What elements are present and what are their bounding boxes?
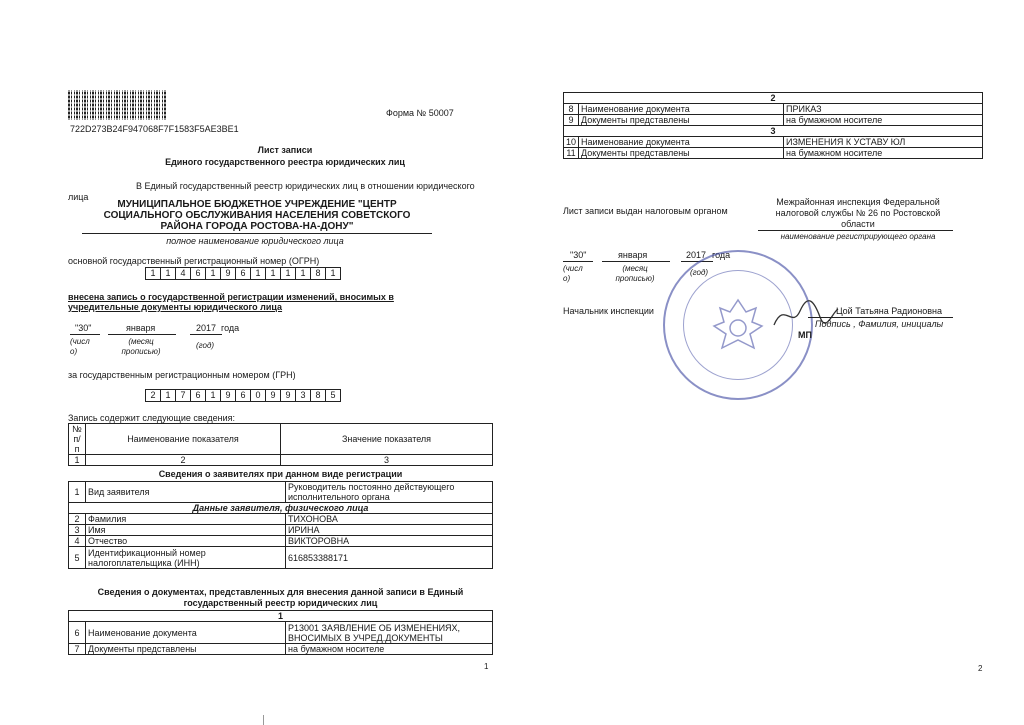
- docs-right-r11-num: 11: [564, 148, 579, 159]
- applicant-r1-num: 1: [69, 482, 86, 503]
- ogrn-digit: 6: [190, 267, 206, 280]
- grn-digit: 6: [190, 389, 206, 402]
- grn-digit: 0: [250, 389, 266, 402]
- docs-right-group3: 3: [564, 126, 983, 137]
- docs-left-r7-name: Документы представлены: [86, 644, 286, 655]
- date1-year-line: [190, 334, 222, 335]
- date2-cap-day: (числ о): [563, 264, 583, 283]
- ogrn-digit: 1: [205, 267, 221, 280]
- ogrn-digit: 1: [325, 267, 341, 280]
- main-table-r1: 1: [69, 455, 86, 466]
- docs-right-r8-num: 8: [564, 104, 579, 115]
- ogrn-digit: 1: [295, 267, 311, 280]
- grn-digit: 9: [265, 389, 281, 402]
- signer-name: Цой Татьяна Радионовна: [836, 306, 942, 316]
- intro-line2: лица: [68, 192, 89, 202]
- date1-day-line: [70, 334, 100, 335]
- grn-digit: 5: [325, 389, 341, 402]
- applicant-r4-value: ВИКТОРОВНА: [286, 536, 493, 547]
- grn-digit: 9: [220, 389, 236, 402]
- docs-left-r7-num: 7: [69, 644, 86, 655]
- entity-name: МУНИЦИПАЛЬНОЕ БЮДЖЕТНОЕ УЧРЕЖДЕНИЕ "ЦЕНТР СОЦИАЛЬНОГО ОБСЛУЖИВАНИЯ НАСЕЛЕНИЯ СОВЕТСКОГО РАЙОНА ГОРОДА РОСТОВА-НА-ДОНУ": [103, 199, 411, 232]
- docs-title-line1: Сведения о документах, представленных для внесения данной записи в Единый: [97, 587, 464, 597]
- chief-label: Начальник инспекции: [563, 306, 654, 316]
- docs-right-r8-name: Наименование документа: [579, 104, 784, 115]
- applicant-r5-num: 5: [69, 547, 86, 569]
- date2-cap-year: (год): [690, 268, 709, 277]
- date1-day: "30": [75, 323, 92, 333]
- date1-cap-day: (числ о): [70, 337, 90, 356]
- signer-underline: [808, 317, 953, 318]
- grn-digit: 9: [280, 389, 296, 402]
- date2-month-line: [602, 261, 670, 262]
- ogrn-digit: 9: [220, 267, 236, 280]
- ogrn-digit: 1: [250, 267, 266, 280]
- docs-title-line2: государственный реестр юридических лиц: [183, 598, 378, 608]
- applicant-r2-name: Фамилия: [86, 514, 286, 525]
- date2-day-line: [563, 261, 593, 262]
- form-number: Форма № 50007: [386, 108, 454, 118]
- date2-month: января: [618, 250, 648, 260]
- signer-caption: Подпись , Фамилия, инициалы: [815, 319, 944, 329]
- applicant-table: [68, 481, 493, 569]
- date1-cap-year: (год): [196, 341, 215, 350]
- docs-right-r8-value: ПРИКАЗ: [784, 104, 983, 115]
- applicant-r5-name: Идентификационный номер налогоплательщика (ИНН): [86, 547, 286, 569]
- date2-day: "30": [570, 250, 587, 260]
- docs-right-r9-num: 9: [564, 115, 579, 126]
- grn-label: за государственным регистрационным номером (ГРН): [68, 370, 296, 380]
- applicant-title: Сведения о заявителях при данном виде регистрации: [158, 469, 403, 479]
- barcode-text: 722D273B24F947068F7F1583F5AE3BE1: [70, 124, 239, 134]
- docs-right-r10-name: Наименование документа: [579, 137, 784, 148]
- emblem-icon: [700, 290, 776, 366]
- docs-right-r9-value: на бумажном носителе: [784, 115, 983, 126]
- title-line2: Единого государственного реестра юридических лиц: [165, 157, 405, 167]
- ogrn-label: основной государственный регистрационный номер (ОГРН): [68, 256, 320, 266]
- date2-cap-month: (месяц прописью): [615, 264, 655, 283]
- docs-right-r10-num: 10: [564, 137, 579, 148]
- ogrn-digit: 8: [310, 267, 326, 280]
- grn-digit: 1: [205, 389, 221, 402]
- docs-left-r6-name: Наименование документа: [86, 622, 286, 644]
- applicant-r1-name: Вид заявителя: [86, 482, 286, 503]
- grn-digit: 1: [160, 389, 176, 402]
- entity-underline: [82, 233, 432, 234]
- entity-name-caption: полное наименование юридического лица: [166, 236, 344, 246]
- mp-label: МП: [798, 330, 812, 340]
- date1-year-suffix: года: [221, 323, 240, 333]
- issued-by-label: Лист записи выдан налоговым органом: [563, 206, 728, 216]
- applicant-r5-value: 616853388171: [286, 547, 493, 569]
- docs-right-r11-value: на бумажном носителе: [784, 148, 983, 159]
- docs-left-r6-num: 6: [69, 622, 86, 644]
- page1-number: 1: [484, 662, 489, 671]
- date2-year-suffix: года: [712, 250, 731, 260]
- page2-number: 2: [978, 664, 983, 673]
- applicant-r3-value: ИРИНА: [286, 525, 493, 536]
- ogrn-digit: 4: [175, 267, 191, 280]
- ogrn-digit: 1: [160, 267, 176, 280]
- docs-right-r9-name: Документы представлены: [579, 115, 784, 126]
- date1-month: января: [126, 323, 156, 333]
- main-table-h-name: Наименование показателя: [86, 424, 281, 455]
- issuer-name: Межрайонная инспекция Федеральной налоговой службы № 26 по Ростовской области: [775, 197, 941, 229]
- barcode-overlay: [68, 90, 166, 120]
- entry-made-line1: внесена запись о государственной регистрации изменений, вносимых в: [68, 292, 394, 302]
- docs-right-group2: 2: [564, 93, 983, 104]
- applicant-r3-num: 3: [69, 525, 86, 536]
- grn-digit: 8: [310, 389, 326, 402]
- docs-left-table: [68, 610, 493, 655]
- applicant-r3-name: Имя: [86, 525, 286, 536]
- main-table-r2: 2: [86, 455, 281, 466]
- applicant-r2-num: 2: [69, 514, 86, 525]
- entry-made-line2: учредительные документы юридического лица: [68, 302, 283, 312]
- applicant-subheader: Данные заявителя, физического лица: [69, 503, 493, 514]
- ogrn-digit: 1: [145, 267, 161, 280]
- main-table-h-value: Значение показателя: [281, 424, 493, 455]
- docs-left-r7-value: на бумажном носителе: [286, 644, 493, 655]
- ogrn-digit: 1: [265, 267, 281, 280]
- date1-cap-month: (месяц прописью): [121, 337, 161, 356]
- applicant-r4-num: 4: [69, 536, 86, 547]
- grn-digit: 6: [235, 389, 251, 402]
- applicant-r4-name: Отчество: [86, 536, 286, 547]
- issuer-caption: наименование регистрирующего органа: [780, 232, 936, 241]
- grn-cells: [146, 389, 341, 402]
- issuer-underline: [758, 230, 953, 231]
- docs-left-group: 1: [69, 611, 493, 622]
- contains-label: Запись содержит следующие сведения:: [68, 413, 235, 423]
- grn-digit: 3: [295, 389, 311, 402]
- docs-right-r10-value: ИЗМЕНЕНИЯ К УСТАВУ ЮЛ: [784, 137, 983, 148]
- docs-left-r6-value: Р13001 ЗАЯВЛЕНИЕ ОБ ИЗМЕНЕНИЯХ, ВНОСИМЫХ В УЧРЕД.ДОКУМЕНТЫ: [286, 622, 493, 644]
- date2-year: 2017: [686, 250, 707, 260]
- main-table-h-num: № п/п: [69, 424, 86, 455]
- docs-right-table: [563, 92, 983, 159]
- grn-digit: 2: [145, 389, 161, 402]
- ogrn-digit: 1: [280, 267, 296, 280]
- ogrn-cells: [146, 267, 341, 280]
- docs-right-r11-name: Документы представлены: [579, 148, 784, 159]
- applicant-r1-value: Руководитель постоянно действующего исполнительного органа: [286, 482, 493, 503]
- intro-line1: В Единый государственный реестр юридических лиц в отношении юридического: [136, 181, 475, 191]
- applicant-r2-value: ТИХОНОВА: [286, 514, 493, 525]
- grn-digit: 7: [175, 389, 191, 402]
- date1-year: 2017: [196, 323, 217, 333]
- date1-month-line: [108, 334, 176, 335]
- page-divider: [263, 715, 264, 725]
- main-table: [68, 423, 493, 466]
- main-table-r3: 3: [281, 455, 493, 466]
- ogrn-digit: 6: [235, 267, 251, 280]
- title-line1: Лист записи: [257, 145, 313, 155]
